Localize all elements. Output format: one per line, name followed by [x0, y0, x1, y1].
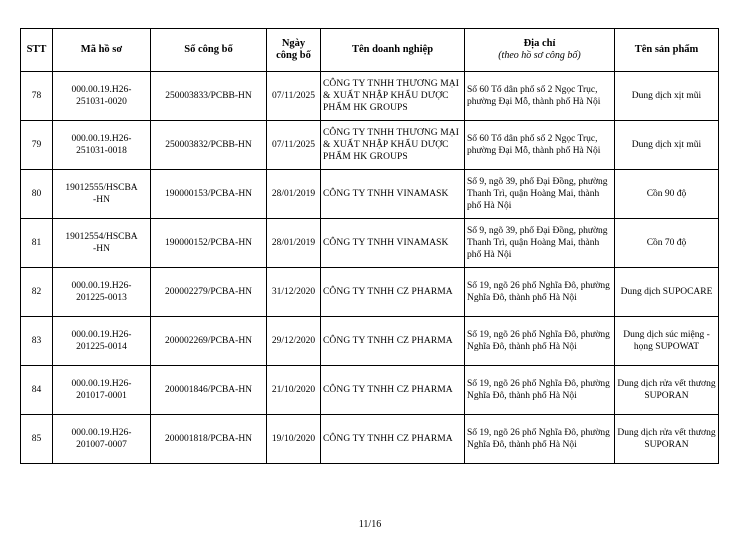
header-stt: STT	[21, 29, 53, 72]
cell-doanh-nghiep: CÔNG TY TNHH CZ PHARMA	[321, 317, 465, 366]
cell-ngay: 28/01/2019	[267, 170, 321, 219]
cell-ma-line1: 000.00.19.H26-	[71, 379, 132, 389]
cell-ma-ho-so	[53, 121, 151, 170]
table-row	[21, 219, 719, 268]
cell-stt: 80	[21, 170, 53, 219]
cell-ngay: 29/12/2020	[267, 317, 321, 366]
cell-ma-ho-so	[53, 72, 151, 121]
registration-table	[20, 28, 719, 464]
page-number: 11/16	[358, 519, 382, 530]
cell-san-pham: Dung dịch xịt mũi	[615, 121, 719, 170]
cell-doanh-nghiep: CÔNG TY TNHH THƯƠNG MẠI & XUẤT NHẬP KHẨU DƯỢC PHẨM HK GROUPS	[321, 121, 465, 170]
cell-dia-chi: Số 19, ngõ 26 phố Nghĩa Đô, phường Nghĩa Đô, thành phố Hà Nội	[465, 268, 615, 317]
header-dia-chi-subtitle: (theo hồ sơ công bố)	[498, 50, 581, 61]
cell-dia-chi: Số 9, ngõ 39, phố Đại Đồng, phường Thanh Trì, quận Hoàng Mai, thành phố Hà Nội	[465, 219, 615, 268]
cell-san-pham: Cồn 70 độ	[615, 219, 719, 268]
cell-san-pham: Dung dịch súc miệng - họng SUPOWAT	[615, 317, 719, 366]
table-row	[21, 366, 719, 415]
cell-ma-line1: 000.00.19.H26-	[71, 281, 132, 291]
header-so-cong-bo: Số công bố	[151, 29, 267, 72]
cell-ma-line2: 201007-0007	[76, 440, 127, 450]
cell-dia-chi: Số 19, ngõ 26 phố Nghĩa Đô, phường Nghĩa Đô, thành phố Hà Nội	[465, 415, 615, 464]
table-row	[21, 415, 719, 464]
cell-ma-ho-so	[53, 317, 151, 366]
cell-ma-line2: -HN	[93, 195, 110, 205]
cell-ma-line1: 000.00.19.H26-	[71, 85, 132, 95]
cell-ma-line1: 000.00.19.H26-	[71, 330, 132, 340]
table-row	[21, 170, 719, 219]
cell-ma-line2: 201225-0014	[76, 342, 127, 352]
cell-san-pham: Dung dịch rửa vết thương SUPORAN	[615, 415, 719, 464]
cell-doanh-nghiep: CÔNG TY TNHH CZ PHARMA	[321, 268, 465, 317]
cell-ngay: 21/10/2020	[267, 366, 321, 415]
cell-so-cong-bo: 190000153/PCBA-HN	[151, 170, 267, 219]
cell-ma-line1: 19012555/HSCBA	[65, 183, 138, 193]
cell-so-cong-bo: 190000152/PCBA-HN	[151, 219, 267, 268]
cell-stt: 83	[21, 317, 53, 366]
cell-ngay: 19/10/2020	[267, 415, 321, 464]
header-ngay-cong-bo	[267, 29, 321, 72]
cell-ngay: 07/11/2025	[267, 121, 321, 170]
header-ten-san-pham: Tên sản phẩm	[615, 29, 719, 72]
cell-so-cong-bo: 200001818/PCBA-HN	[151, 415, 267, 464]
cell-doanh-nghiep: CÔNG TY TNHH CZ PHARMA	[321, 366, 465, 415]
cell-san-pham: Dung dịch rửa vết thương SUPORAN	[615, 366, 719, 415]
cell-ma-line2: 201017-0001	[76, 391, 127, 401]
table-header-row	[21, 29, 719, 72]
cell-san-pham: Dung dịch xịt mũi	[615, 72, 719, 121]
cell-ngay: 31/12/2020	[267, 268, 321, 317]
cell-ma-line2: 201225-0013	[76, 293, 127, 303]
cell-dia-chi: Số 9, ngõ 39, phố Đại Đồng, phường Thanh Trì, quận Hoàng Mai, thành phố Hà Nội	[465, 170, 615, 219]
cell-so-cong-bo: 200001846/PCBA-HN	[151, 366, 267, 415]
cell-ma-ho-so	[53, 219, 151, 268]
cell-ma-ho-so	[53, 415, 151, 464]
cell-ma-line2: -HN	[93, 244, 110, 254]
header-dia-chi-title: Địa chỉ	[523, 38, 556, 49]
cell-so-cong-bo: 200002279/PCBA-HN	[151, 268, 267, 317]
cell-ma-line2: 251031-0020	[76, 97, 127, 107]
cell-doanh-nghiep: CÔNG TY TNHH THƯƠNG MẠI & XUẤT NHẬP KHẨU DƯỢC PHẨM HK GROUPS	[321, 72, 465, 121]
header-ma-ho-so: Mã hồ sơ	[53, 29, 151, 72]
cell-ma-ho-so	[53, 268, 151, 317]
table-row	[21, 317, 719, 366]
cell-dia-chi: Số 19, ngõ 26 phố Nghĩa Đô, phường Nghĩa Đô, thành phố Hà Nội	[465, 366, 615, 415]
table-row	[21, 72, 719, 121]
cell-ngay: 07/11/2025	[267, 72, 321, 121]
cell-san-pham: Cồn 90 độ	[615, 170, 719, 219]
cell-so-cong-bo: 200002269/PCBA-HN	[151, 317, 267, 366]
cell-dia-chi: Số 60 Tổ dân phố số 2 Ngọc Trục, phường Đại Mỗ, thành phố Hà Nội	[465, 121, 615, 170]
cell-so-cong-bo: 250003833/PCBB-HN	[151, 72, 267, 121]
cell-ma-line1: 19012554/HSCBA	[65, 232, 138, 242]
cell-san-pham: Dung dịch SUPOCARE	[615, 268, 719, 317]
table-row	[21, 268, 719, 317]
cell-stt: 85	[21, 415, 53, 464]
header-ten-doanh-nghiep: Tên doanh nghiệp	[321, 29, 465, 72]
cell-ma-line1: 000.00.19.H26-	[71, 134, 132, 144]
cell-dia-chi: Số 19, ngõ 26 phố Nghĩa Đô, phường Nghĩa Đô, thành phố Hà Nội	[465, 317, 615, 366]
cell-ma-line2: 251031-0018	[76, 146, 127, 156]
cell-ma-ho-so	[53, 366, 151, 415]
table-row	[21, 121, 719, 170]
cell-doanh-nghiep: CÔNG TY TNHH VINAMASK	[321, 170, 465, 219]
cell-so-cong-bo: 250003832/PCBB-HN	[151, 121, 267, 170]
header-ngay-line1: Ngày	[281, 38, 306, 49]
cell-stt: 79	[21, 121, 53, 170]
cell-stt: 78	[21, 72, 53, 121]
header-dia-chi	[465, 29, 615, 72]
cell-stt: 84	[21, 366, 53, 415]
cell-ma-ho-so	[53, 170, 151, 219]
header-ngay-line2: công bố	[276, 50, 311, 61]
cell-ngay: 28/01/2019	[267, 219, 321, 268]
cell-doanh-nghiep: CÔNG TY TNHH VINAMASK	[321, 219, 465, 268]
cell-doanh-nghiep: CÔNG TY TNHH CZ PHARMA	[321, 415, 465, 464]
cell-stt: 81	[21, 219, 53, 268]
cell-ma-line1: 000.00.19.H26-	[71, 428, 132, 438]
cell-dia-chi: Số 60 Tổ dân phố số 2 Ngọc Trục, phường Đại Mỗ, thành phố Hà Nội	[465, 72, 615, 121]
cell-stt: 82	[21, 268, 53, 317]
